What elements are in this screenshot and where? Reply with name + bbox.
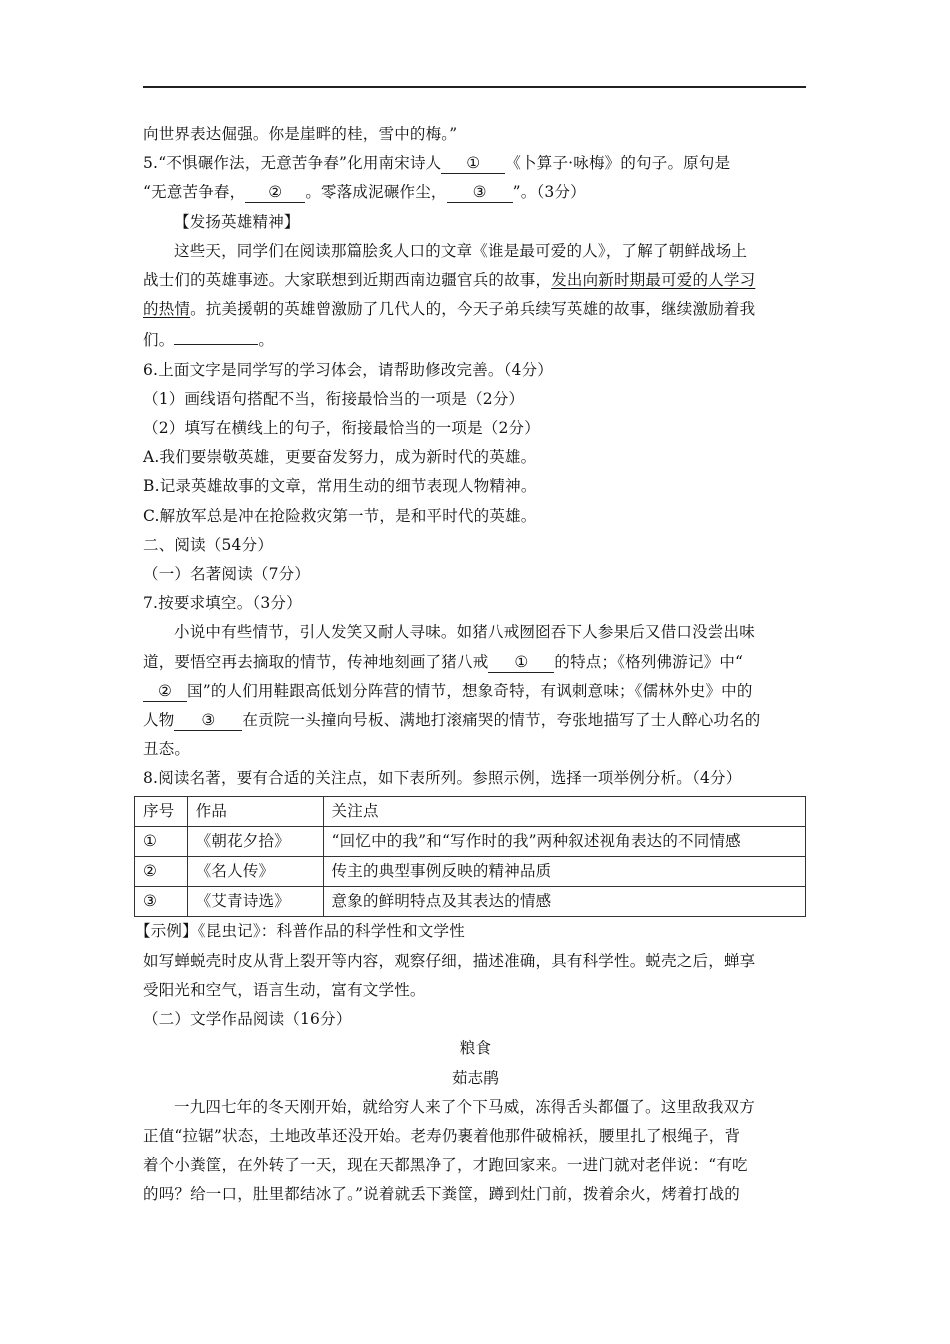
underlined-sentence: 的热情 [143, 300, 191, 319]
option-b: B.记录英雄故事的文章，常用生动的细节表现人物精神。 [143, 477, 537, 496]
answer-blank-sentence[interactable] [174, 324, 258, 345]
question-5-line-1: 5.“不惧碾作法，无意苦争春”化用南宋诗人 ① 《卜算子·咏梅》的句子。原句是 [143, 154, 731, 173]
answer-blank-3[interactable]: ③ [174, 710, 242, 731]
table-row [135, 857, 806, 887]
question-7-text: 人物 ③ 在贡院一头撞向号板、满地打滚痛哭的情节，夸张地描写了士人醉心功名的 [143, 711, 761, 730]
table-cell: 《名人传》 [187, 857, 323, 887]
section-2-heading: 二、阅读（54分） [143, 535, 274, 554]
story-line: 一九四七年的冬天刚开始，就给穷人来了个下马威，冻得舌头都僵了。这里敌我双方 [174, 1097, 755, 1116]
question-7-text: 丑态。 [143, 740, 191, 759]
table-header-row [135, 796, 806, 826]
section-heading-hero: 【发扬英雄精神】 [174, 212, 300, 231]
page-content [135, 120, 808, 1210]
table-row [135, 826, 806, 856]
answer-blank-2[interactable]: ② [143, 681, 187, 702]
option-c: C.解放军总是冲在抢险救灾第一节，是和平时代的英雄。 [143, 506, 537, 525]
story-title: 粮食 [459, 1039, 492, 1058]
table-cell: 《艾青诗选》 [187, 887, 323, 917]
table-header-cell: 序号 [135, 796, 188, 826]
question-5-line-2: “无意苦争春， ② 。零落成泥碾作尘， ③ ”。（3分） [143, 183, 586, 202]
underlined-sentence: 发出向新时期最可爱的人学习 [551, 271, 756, 290]
table-cell: 《朝花夕拾》 [187, 826, 323, 856]
story-author: 茹志鹃 [451, 1068, 500, 1087]
option-a: A.我们要崇敬英雄，更要奋发努力，成为新时代的英雄。 [143, 448, 537, 467]
section-2-1-heading: （一）名著阅读（7分） [143, 565, 311, 584]
question-6-part-2: （2）填写在横线上的句子，衔接最恰当的一项是（2分） [143, 419, 540, 438]
answer-blank-2[interactable]: ② [245, 182, 305, 203]
table-cell: “回忆中的我”和“写作时的我”两种叙述视角表达的不同情感 [323, 826, 805, 856]
text-line: 向世界表达倔强。你是崖畔的桂，雪中的梅。” [143, 125, 458, 143]
table-header-cell: 作品 [187, 796, 323, 826]
header-rule [143, 86, 806, 88]
question-7: 7.按要求填空。（3分） [143, 594, 302, 613]
table-cell: ③ [135, 887, 188, 917]
story-line: 正值“拉锯”状态，土地改革还没开始。老寿仍裹着他那件破棉袄，腰里扎了根绳子，背 [143, 1126, 741, 1145]
question-7-text: 道，要悟空再去摘取的情节，传神地刻画了猪八戒 ① 的特点；《格列佛游记》中“ [143, 652, 744, 671]
story-line: 的吗？给一口，肚里都结冰了。”说着就丢下粪筐，蹲到灶门前，拨着余火，烤着打战的 [143, 1185, 740, 1204]
passage-line: 的热情。抗美援朝的英雄曾激励了几代人的，今天子弟兵续写英雄的故事，继续激励着我 [143, 300, 756, 319]
question-6-part-1: （1）画线语句搭配不当，衔接最恰当的一项是（2分） [143, 389, 525, 408]
table-cell: ① [135, 826, 188, 856]
story-line: 着个小粪筐，在外转了一天，现在天都黑净了，才跑回家来。一进门就对老伴说：“有吃 [143, 1156, 748, 1175]
passage-line: 这些天，同学们在阅读那篇脍炙人口的文章《谁是最可爱的人》，了解了朝鲜战场上 [174, 241, 748, 260]
table-row [135, 887, 806, 917]
section-2-2-heading: （二）文学作品阅读（16分） [143, 1010, 352, 1029]
example-text: 受阳光和空气，语言生动，富有文学性。 [143, 980, 426, 999]
table-cell: 意象的鲜明特点及其表达的情感 [323, 887, 805, 917]
question-7-text: ② 国”的人们用鞋跟高低划分阵营的情节，想象奇特，有讽刺意味；《儒林外史》中的 [143, 677, 808, 706]
answer-blank-3[interactable]: ③ [447, 182, 513, 203]
table-header-cell: 关注点 [323, 796, 805, 826]
answer-blank-1[interactable]: ① [441, 153, 505, 174]
question-8: 8.阅读名著，要有合适的关注点，如下表所列。参照示例，选择一项举例分析。（4分） [143, 769, 742, 788]
focus-table [134, 796, 806, 918]
question-7-text: 小说中有些情节，引人发笑又耐人寻味。如猪八戒囫囵吞下人参果后又借口没尝出味 [174, 623, 755, 642]
passage-line: 们。 。 [143, 324, 808, 355]
table-cell: 传主的典型事例反映的精神品质 [323, 857, 805, 887]
passage-line: 战士们的英雄事迹。大家联想到近期西南边疆官兵的故事，发出向新时期最可爱的人学习 [143, 271, 756, 290]
question-6: 6.上面文字是同学写的学习体会，请帮助修改完善。（4分） [143, 360, 554, 379]
table-cell: ② [135, 857, 188, 887]
answer-blank-1[interactable]: ① [488, 652, 554, 673]
example-title: 【示例】《昆虫记》：科普作品的科学性和文学性 [135, 922, 465, 941]
example-text: 如写蝉蜕壳时皮从背上裂开等内容，观察仔细，描述准确，具有科学性。蜕壳之后，蝉享 [143, 951, 756, 970]
